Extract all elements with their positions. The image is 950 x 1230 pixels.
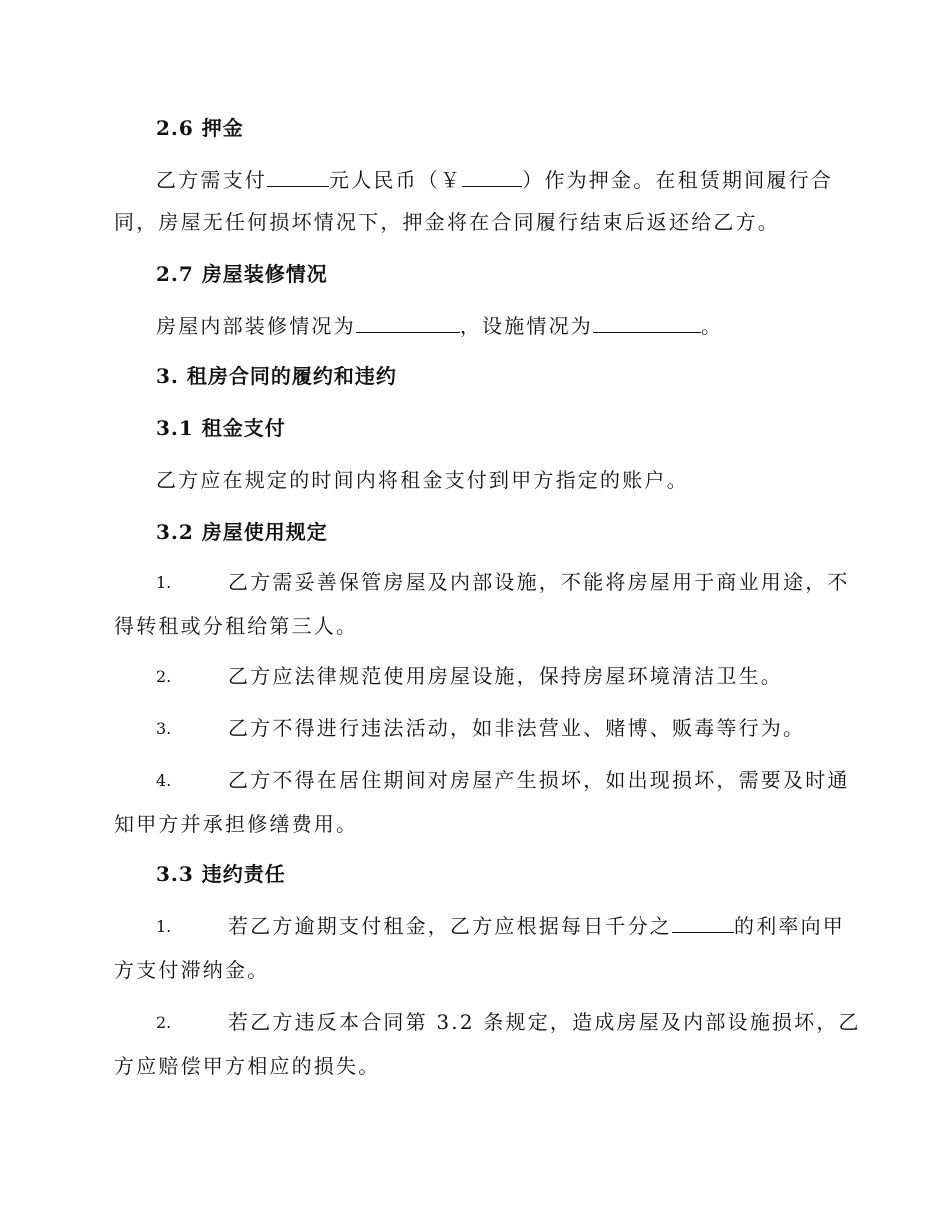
fill-in-blank — [267, 166, 329, 187]
fill-in-blank — [672, 912, 734, 933]
text-fragment: 若乙方逾期支付租金，乙方应根据每日千分之 — [228, 914, 672, 938]
section-heading-3-3: 3.3 违约责任 — [156, 862, 286, 886]
list-item-text: 乙方不得在居住期间对房屋产生损坏，如出现损坏，需要及时通 — [228, 768, 850, 792]
text-fragment: ，设施情况为 — [459, 314, 594, 338]
list-item-continuation: 方应赔偿甲方相应的损失。 — [114, 1054, 381, 1078]
text-fragment: 房屋内部装修情况为 — [156, 314, 356, 338]
list-number: 1. — [156, 917, 172, 936]
list-item-text — [228, 912, 845, 940]
text-fragment: ）作为押金。在租赁期间履行合 — [522, 168, 834, 192]
fill-in-blank — [356, 312, 460, 333]
list-item-continuation: 知甲方并承担修缮费用。 — [114, 812, 359, 836]
paragraph-line: 乙方应在规定的时间内将租金支付到甲方指定的账户。 — [156, 468, 689, 492]
list-number: 3. — [156, 719, 172, 738]
list-item-text: 乙方需妥善保管房屋及内部设施，不能将房屋用于商业用途，不 — [228, 570, 850, 594]
list-item-continuation: 方支付滞纳金。 — [114, 958, 270, 982]
list-item-text: 若乙方违反本合同第 3.2 条规定，造成房屋及内部设施损坏，乙 — [228, 1010, 861, 1034]
fill-in-blank — [462, 166, 522, 187]
list-number: 2. — [156, 667, 172, 686]
list-number: 2. — [156, 1013, 172, 1032]
list-item-text: 乙方应法律规范使用房屋设施，保持房屋环境清洁卫生。 — [228, 664, 783, 688]
section-heading-2-6: 2.6 押金 — [156, 116, 244, 140]
text-fragment: 元人民币（￥ — [329, 168, 463, 192]
list-item-text: 乙方不得进行违法活动，如非法营业、赌博、贩毒等行为。 — [228, 716, 806, 740]
section-heading-2-7: 2.7 房屋装修情况 — [156, 262, 328, 286]
text-fragment: 。 — [701, 314, 724, 338]
text-fragment: 的利率向甲 — [734, 914, 845, 938]
section-heading-3-1: 3.1 租金支付 — [156, 416, 286, 440]
paragraph-line: 同，房屋无任何损坏情况下，押金将在合同履行结束后返还给乙方。 — [114, 210, 780, 234]
fill-in-blank — [593, 312, 701, 333]
section-heading-3: 3. 租房合同的履约和违约 — [156, 364, 397, 388]
list-item-continuation: 得转租或分租给第三人。 — [114, 614, 359, 638]
paragraph-line — [156, 166, 833, 194]
list-number: 4. — [156, 771, 172, 790]
section-heading-3-2: 3.2 房屋使用规定 — [156, 520, 328, 544]
list-number: 1. — [156, 573, 172, 592]
paragraph-line — [156, 312, 723, 340]
text-fragment: 乙方需支付 — [156, 168, 267, 192]
